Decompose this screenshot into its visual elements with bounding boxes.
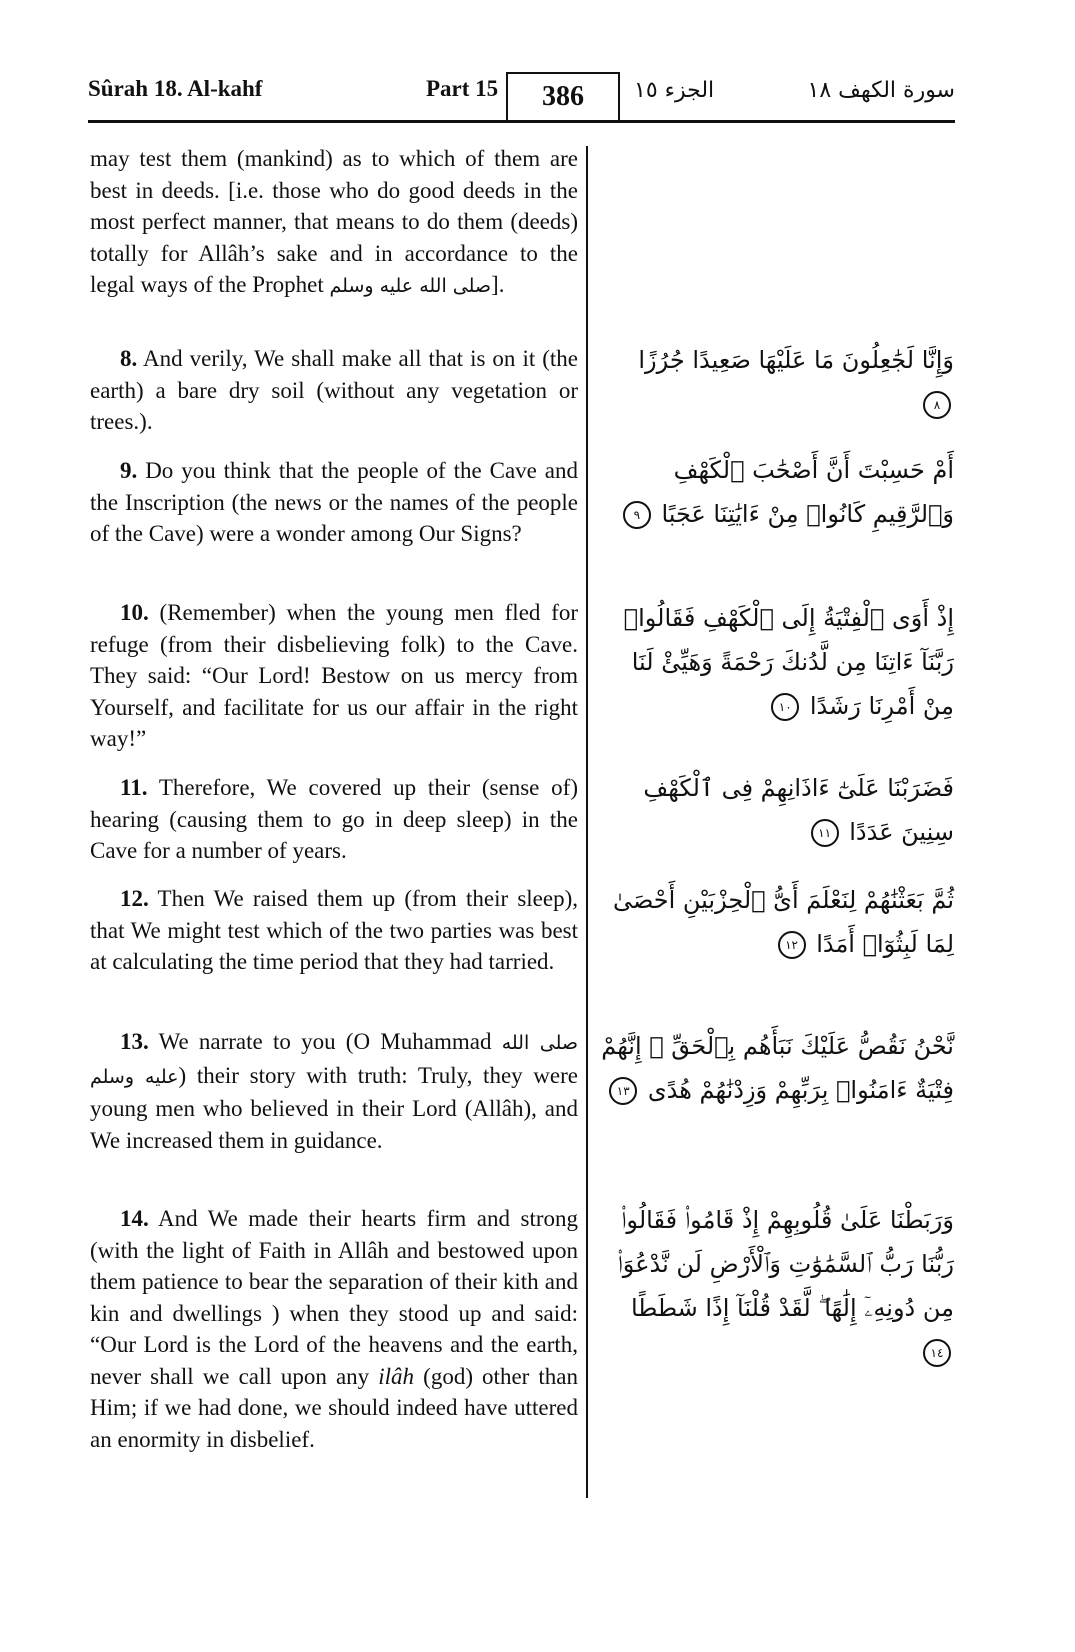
verse-10-translation <box>90 597 578 755</box>
verse-7-continuation: may test them (mankind) as to which of them are best in deeds. [i.e. those who do good deeds in the most perfect manner, that means to do them (deeds) totally for Allâh’s sake and in accordance to the legal ways of the Prophet صلى الله عليه وسلم]. <box>90 146 578 297</box>
part-label-en: Part 15 <box>426 76 499 101</box>
verse-10-arabic <box>598 596 954 728</box>
surah-title-ar: سورة الكهف ١٨ <box>807 78 955 103</box>
verse-number: 8. <box>120 346 138 371</box>
verse-14-translation <box>90 1203 578 1455</box>
verse-text: (Remember) when the young men fled for refuge (from their disbelieving folk) to the Cave. They said: “Our Lord! Bestow on us mercy from Yourself, and facilitate for us our affair in the right way!” <box>90 600 578 751</box>
arabic-text: أَمْ حَسِبْتَ أَنَّ أَصْحَٰبَ ٱلْكَهْفِ وَٱلرَّقِيمِ كَانُوا۟ مِنْ ءَايَٰتِنَا عَجَبًا <box>661 456 954 528</box>
verse-9-arabic <box>598 448 954 536</box>
verse-text: Then We raised them up (from their sleep), that We might test which of the two parties was best at calculating the time period that they had tarried. <box>90 886 578 974</box>
ayah-end-marker: ١٣ <box>609 1077 637 1105</box>
verse-8-translation <box>90 343 578 438</box>
verse-number: 12. <box>120 886 149 911</box>
intro-text: may test them (mankind) as to which of them are best in deeds. [i.e. those who do good deeds in the most perfect manner, that means to do them (deeds) totally for Allâh’s sake and in accordance to the legal ways of the Prophet <box>90 146 578 297</box>
salawat-inline: صلى الله عليه وسلم <box>90 1032 579 1088</box>
verse-text-b: ) their story with truth: Truly, they were young men who believed in their Lord (Allâh), and We increased them in guidance. <box>90 1062 578 1153</box>
verse-number: 10. <box>120 600 149 625</box>
ayah-end-marker: ١٠ <box>771 693 799 721</box>
page-number: 386 <box>506 72 620 120</box>
ayah-end-marker: ١١ <box>811 819 839 847</box>
arabic-text: وَإِنَّا لَجَٰعِلُونَ مَا عَلَيْهَا صَعِيدًا جُرُزًا <box>638 346 954 374</box>
verse-number: 11. <box>120 775 148 800</box>
verse-8-arabic <box>598 338 954 426</box>
verse-11-translation <box>90 772 578 867</box>
verse-13-translation <box>90 1026 578 1156</box>
ayah-end-marker: ٨ <box>923 391 951 419</box>
arabic-text: إِذْ أَوَى ٱلْفِتْيَةُ إِلَى ٱلْكَهْفِ فَقَالُوا۟ رَبَّنَآ ءَاتِنَا مِن لَّدُنكَ رَحْمَةً وَهَيِّئْ لَنَا مِنْ أَمْرِنَا رَشَدًا <box>623 604 954 720</box>
verse-number: 9. <box>120 458 138 483</box>
verse-11-arabic <box>598 766 954 854</box>
verse-text-b: (god) other than Him; if we had done, we should indeed have uttered an enormity in disbelief. <box>90 1363 579 1452</box>
ayah-end-marker: ٩ <box>623 501 651 529</box>
ayah-end-marker: ١٢ <box>778 931 806 959</box>
salawat-inline: صلى الله عليه وسلم <box>329 275 492 297</box>
header-rule <box>88 120 955 123</box>
verse-14-arabic <box>598 1198 954 1374</box>
page-header <box>88 68 955 120</box>
part-label-ar: الجزء ١٥ <box>634 78 715 103</box>
italic-term: ilâh <box>378 1363 415 1389</box>
verse-number: 13. <box>120 1029 149 1054</box>
verse-13-arabic <box>598 1024 954 1112</box>
verse-text: And verily, We shall make all that is on it (the earth) a bare dry soil (without any vegetation or trees.). <box>90 346 579 434</box>
verse-12-translation <box>90 883 578 978</box>
verse-12-arabic <box>598 878 954 966</box>
verse-text-a: We narrate to you (O Muhammad <box>158 1029 492 1054</box>
verse-text: Therefore, We covered up their (sense of) hearing (causing them to go in deep sleep) in the Cave for a number of years. <box>90 775 578 863</box>
verse-text-a: And We made their hearts firm and strong (with the light of Faith in Allâh and bestowed upon them patience to bear the separation of their kith and kin and dwellings ) when they stood up and said: “Our Lord is the Lord of the heavens and the earth, never shall we call upon any <box>90 1206 579 1389</box>
column-divider <box>586 146 588 1498</box>
arabic-text: وَرَبَطْنَا عَلَىٰ قُلُوبِهِمْ إِذْ قَامُوا۟ فَقَالُوا۟ رَبُّنَا رَبُّ ٱلسَّمَٰوَٰتِ وَٱلْأَرْضِ لَن نَّدْعُوَا۟ مِن دُونِهِۦٓ إِلَٰهًا ۖ لَّقَدْ قُلْنَآ إِذًا شَطَطًا <box>617 1206 954 1322</box>
arabic-text: نَّحْنُ نَقُصُّ عَلَيْكَ نَبَأَهُم بِٱلْحَقِّ ۚ إِنَّهُمْ فِتْيَةٌ ءَامَنُوا۟ بِرَبِّهِمْ وَزِدْنَٰهُمْ هُدًى <box>601 1032 954 1104</box>
arabic-text: ثُمَّ بَعَثْنَٰهُمْ لِنَعْلَمَ أَىُّ ٱلْحِزْبَيْنِ أَحْصَىٰ لِمَا لَبِثُوٓا۟ أَمَدًا <box>612 886 954 958</box>
verse-number: 14. <box>120 1206 149 1231</box>
verse-text: Do you think that the people of the Cave and the Inscription (the news or the names of the people of the Cave) were a wonder among Our Signs? <box>90 458 579 546</box>
surah-title-en: Sûrah 18. Al-kahf <box>88 76 263 101</box>
verse-9-translation <box>90 455 578 550</box>
arabic-text: فَضَرَبْنَا عَلَىٰٓ ءَاذَانِهِمْ فِى ٱلْكَهْفِ سِنِينَ عَدَدًا <box>643 774 954 846</box>
ayah-end-marker: ١٤ <box>923 1339 951 1367</box>
